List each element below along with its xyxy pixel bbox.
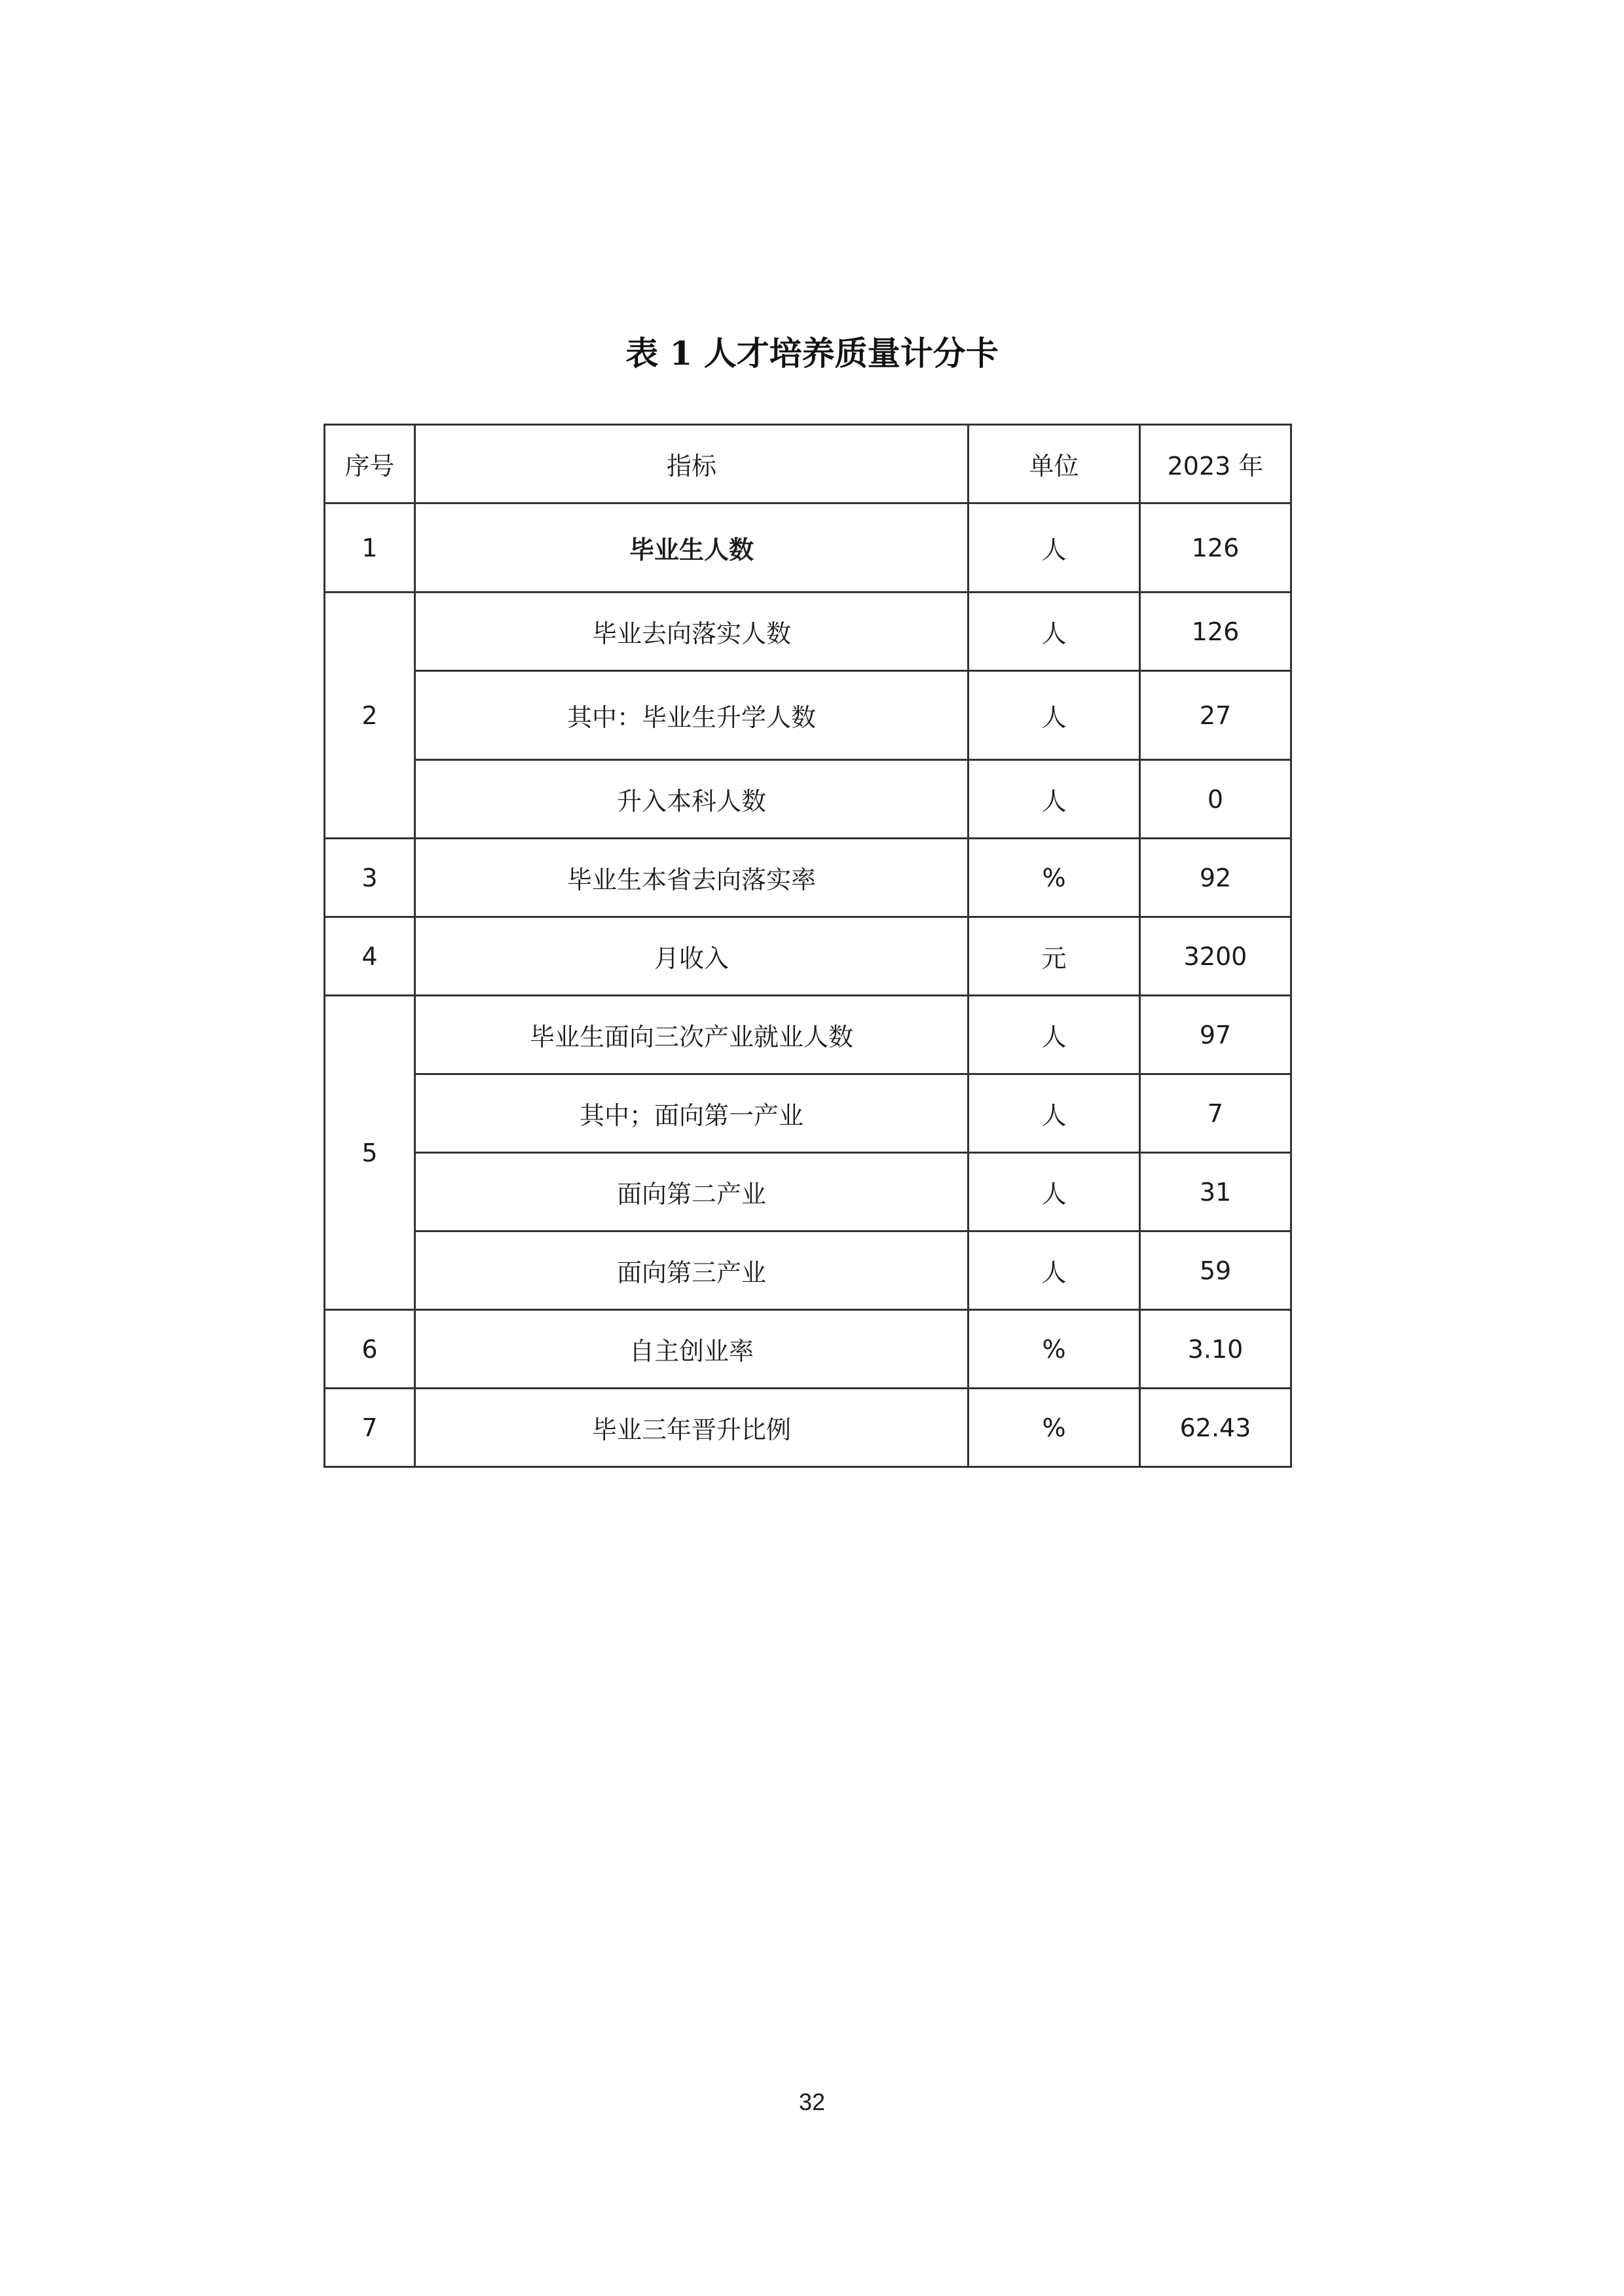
table-row <box>325 503 1291 592</box>
table-row <box>325 996 1291 1074</box>
seq-cell: 3 <box>325 839 415 917</box>
seq-cell: 4 <box>325 917 415 996</box>
table-row <box>325 839 1291 917</box>
unit-cell: 人 <box>969 671 1140 760</box>
seq-cell: 5 <box>325 996 415 1310</box>
header-row <box>325 425 1291 503</box>
table-row <box>325 1231 1291 1310</box>
page-number: 32 <box>798 2088 826 2115</box>
value-cell: 126 <box>1140 503 1291 592</box>
seq-cell: 7 <box>325 1389 415 1467</box>
value-cell: 62.43 <box>1140 1389 1291 1467</box>
indicator-cell: 毕业三年晋升比例 <box>415 1389 969 1467</box>
unit-cell: 元 <box>969 917 1140 996</box>
header-year: 2023 年 <box>1140 425 1291 503</box>
indicator-cell: 其中；面向第一产业 <box>415 1074 969 1153</box>
indicator-cell: 自主创业率 <box>415 1310 969 1389</box>
value-cell: 59 <box>1140 1231 1291 1310</box>
value-cell: 3200 <box>1140 917 1291 996</box>
seq-cell: 1 <box>325 503 415 592</box>
indicator-cell: 毕业生面向三次产业就业人数 <box>415 996 969 1074</box>
unit-cell: 人 <box>969 760 1140 839</box>
value-cell: 97 <box>1140 996 1291 1074</box>
value-cell: 31 <box>1140 1153 1291 1231</box>
indicator-cell: 月收入 <box>415 917 969 996</box>
table-row <box>325 1074 1291 1153</box>
unit-cell: 人 <box>969 592 1140 671</box>
indicator-cell: 升入本科人数 <box>415 760 969 839</box>
table-row <box>325 760 1291 839</box>
table-row <box>325 671 1291 760</box>
value-cell: 3.10 <box>1140 1310 1291 1389</box>
header-indicator: 指标 <box>415 425 969 503</box>
seq-cell: 2 <box>325 592 415 839</box>
unit-cell: 人 <box>969 1231 1140 1310</box>
header-seq: 序号 <box>325 425 415 503</box>
indicator-cell: 其中：毕业生升学人数 <box>415 671 969 760</box>
unit-cell: % <box>969 839 1140 917</box>
value-cell: 126 <box>1140 592 1291 671</box>
value-cell: 27 <box>1140 671 1291 760</box>
indicator-cell: 面向第三产业 <box>415 1231 969 1310</box>
unit-cell: % <box>969 1389 1140 1467</box>
value-cell: 92 <box>1140 839 1291 917</box>
unit-cell: 人 <box>969 1074 1140 1153</box>
unit-cell: % <box>969 1310 1140 1389</box>
table-row <box>325 1153 1291 1231</box>
table-title: 表 1 人才培养质量计分卡 <box>625 334 999 373</box>
value-cell: 0 <box>1140 760 1291 839</box>
value-cell: 7 <box>1140 1074 1291 1153</box>
table-row <box>325 592 1291 671</box>
seq-cell: 6 <box>325 1310 415 1389</box>
unit-cell: 人 <box>969 996 1140 1074</box>
header-unit: 单位 <box>969 425 1140 503</box>
table-row <box>325 917 1291 996</box>
indicator-cell: 毕业生本省去向落实率 <box>415 839 969 917</box>
unit-cell: 人 <box>969 503 1140 592</box>
table-row <box>325 1389 1291 1467</box>
indicator-cell: 毕业生人数 <box>415 503 969 592</box>
indicator-cell: 毕业去向落实人数 <box>415 592 969 671</box>
indicator-cell: 面向第二产业 <box>415 1153 969 1231</box>
table-row <box>325 1310 1291 1389</box>
talent-training-quality-scorecard <box>323 424 1292 1468</box>
unit-cell: 人 <box>969 1153 1140 1231</box>
